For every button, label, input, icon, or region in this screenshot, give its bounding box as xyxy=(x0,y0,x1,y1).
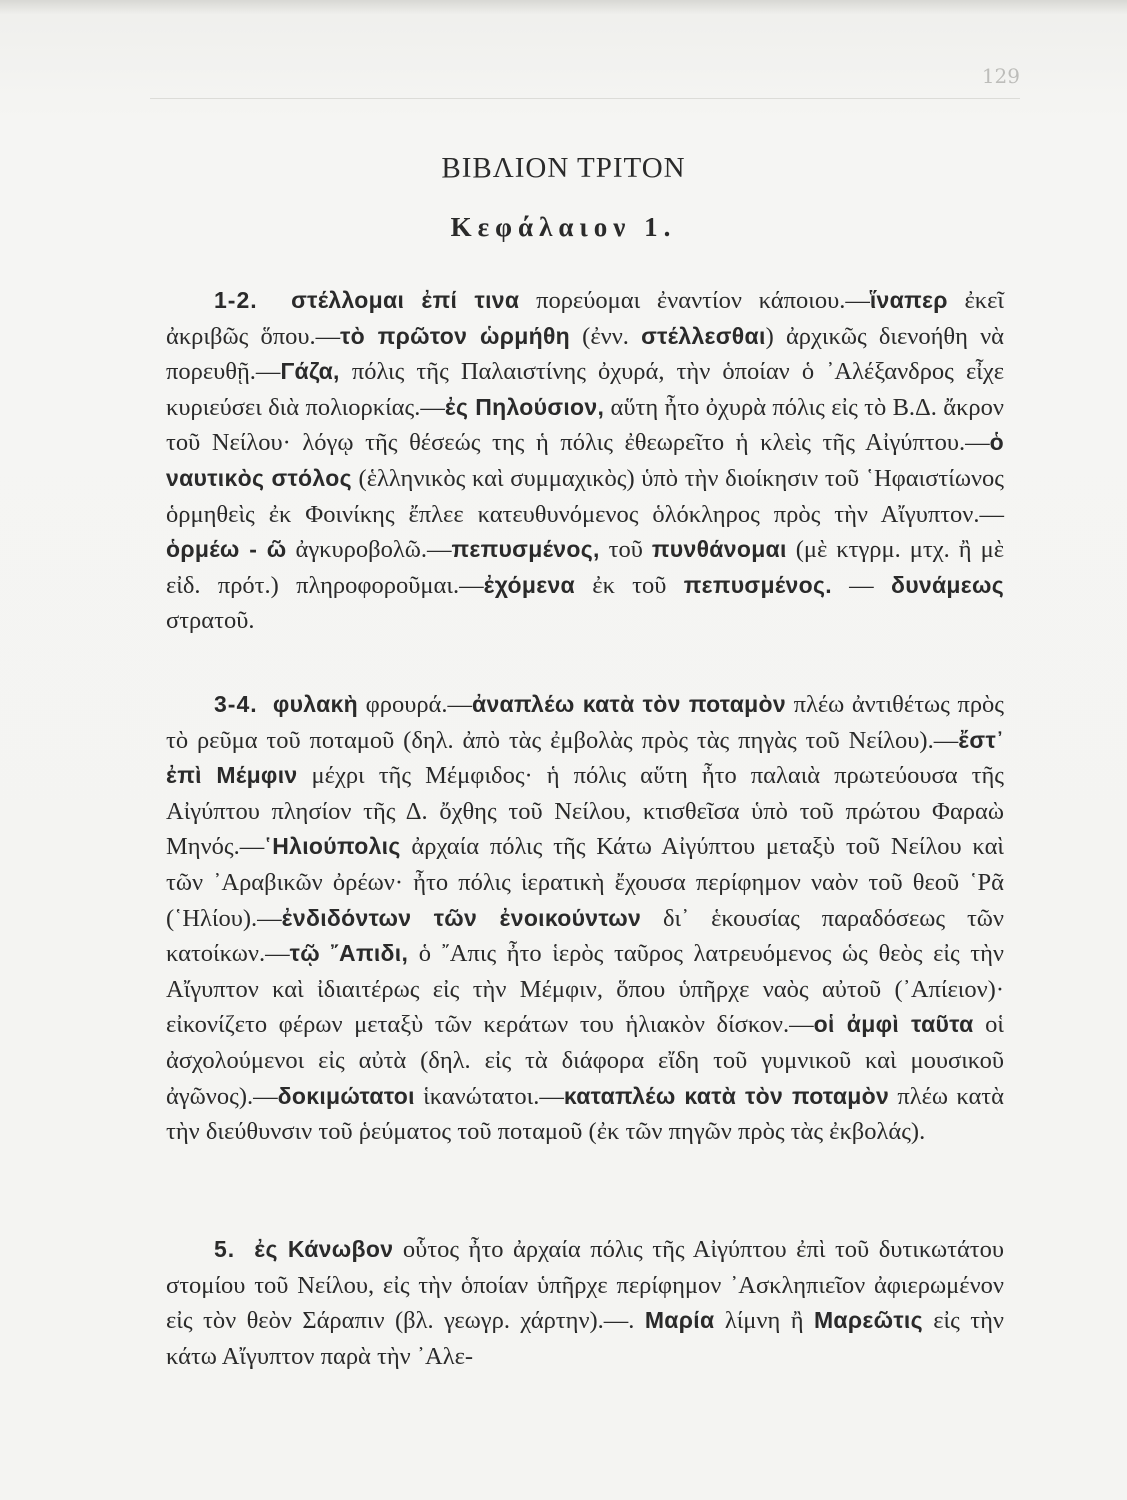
gloss-text: δι᾿ ἑκουσίας παραδόσεως τῶν κατοίκων.— xyxy=(166,904,1004,968)
gloss-text: στρατοῦ. xyxy=(166,607,255,635)
paragraph-segments xyxy=(166,287,1004,634)
gloss-text: ἀγκυροβολῶ.— xyxy=(286,536,452,564)
bold-term: ἐς Κάνωβον xyxy=(254,1236,394,1262)
bold-term: Μαρεῶτις xyxy=(813,1307,923,1334)
bold-term: Μαρία xyxy=(644,1307,715,1334)
bold-term: ἵναπερ xyxy=(869,287,948,313)
gloss-text: αὕτη ἦτο ὀχυρὰ πόλις εἰς τὸ Β.Δ. ἄκρον τοῦ Νείλου· λόγῳ τῆς θέσεώς της ἡ πόλις ἐθεωρεῖτο ἡ κλεὶς τῆς Αἰγύπτου.— xyxy=(166,393,1004,457)
running-head xyxy=(150,58,1020,99)
paragraph-segments xyxy=(166,691,1004,1145)
bold-term: ἐνδιδόντων τῶν ἐνοικούντων xyxy=(281,904,642,931)
gloss-text: ἱκανώτατοι.— xyxy=(414,1082,564,1110)
gloss-text: εἰς τὴν κάτω Αἴγυπτον παρὰ τὴν ᾿Αλε- xyxy=(166,1307,1004,1370)
scan-edge xyxy=(0,0,1127,14)
bold-term: ὁρμέω - ῶ xyxy=(166,536,287,563)
gloss-text: πόλις τῆς Παλαιστίνης ὀχυρά, τὴν ὁποίαν ὁ ᾿Αλέξανδρος εἶχε κυριεύσει διὰ πολιορκίας.— xyxy=(166,358,1004,421)
gloss-text: (μὲ κτγρμ. μτχ. ἢ μὲ εἰδ. πρότ.) πληροφοροῦμαι.— xyxy=(166,536,1004,599)
gloss-text: ὁ ῎Απις ἦτο ἱερὸς ταῦρος λατρευόμενος ὡς θεὸς εἰς τὴν Αἴγυπτον καὶ ἰδιαιτέρως εἰς τὴν Μέμφιν, ὅπου ὑπῆρχε ναὸς αὐτοῦ (᾿Απίειον)· εἰκονίζετο φέρων μεταξὺ τῶν κεράτων του ἡλιακὸν δίσκον.— xyxy=(166,940,1004,1039)
gloss-text: οἱ ἀσχολούμενοι εἰς αὐτὰ (δηλ. εἰς τὰ διάφορα εἴδη τοῦ γυμνικοῦ καὶ μουσικοῦ ἀγῶνος).— xyxy=(166,1011,1004,1110)
gloss-text: πλέω κατὰ τὴν διεύθυνσιν τοῦ ῥεύματος τοῦ ποταμοῦ (ἐκ τῶν πηγῶν πρὸς τὰς ἐκβολάς). xyxy=(166,1082,1004,1146)
gloss-text: φρουρά.— xyxy=(358,691,473,718)
paragraph-3-4 xyxy=(166,687,1004,1150)
bold-term: στέλλομαι ἐπί τινα xyxy=(291,287,520,313)
paragraph-1-2 xyxy=(166,283,1004,639)
section-number: 3-4. xyxy=(214,691,258,717)
gloss-text: — xyxy=(831,571,891,599)
bold-term: καταπλέω κατὰ τὸν ποταμὸν xyxy=(563,1082,890,1109)
bold-term: ῾Ηλιούπολις xyxy=(264,833,401,860)
bold-term: ἐς Πηλούσιον, xyxy=(444,393,605,420)
book-title: ΒΙΒΛΙΟΝ ΤΡΙΤΟΝ xyxy=(441,152,686,184)
bold-term: ἐχόμενα xyxy=(483,571,575,598)
page-number: 129 xyxy=(981,64,1020,88)
bold-term: τῷ ῎Απιδι, xyxy=(289,940,409,967)
gloss-text: πορεύομαι ἐναντίον κάποιου.— xyxy=(519,287,870,314)
bold-term: οἱ ἀμφὶ ταῦτα xyxy=(813,1011,974,1038)
gloss-text: τοῦ xyxy=(599,536,652,564)
bold-term: δοκιμώτατοι xyxy=(277,1082,415,1109)
bold-term: ἀναπλέω κατὰ τὸν ποταμὸν xyxy=(472,691,786,717)
bold-term: ὁ ναυτικὸς στόλος xyxy=(166,429,1004,491)
gloss-text: μέχρι τῆς Μέμφιδος· ἡ πόλις αὕτη ἦτο παλαιὰ πρωτεύουσα τῆς Αἰγύπτου πλησίον τῆς Δ. ὄχθης τοῦ Νείλου, κτισθεῖσα ὑπὸ τοῦ πρώτου Φαραὼ Μηνός.— xyxy=(166,762,1004,861)
paragraph-text xyxy=(166,687,1004,1150)
section-number: 1-2. xyxy=(214,287,258,313)
gloss-text: λίμνη ἢ xyxy=(714,1307,814,1335)
bold-term: στέλλεσθαι xyxy=(641,322,766,349)
gloss-text: οὗτος ἦτο ἀρχαία πόλις τῆς Αἰγύπτου ἐπὶ τοῦ δυτικωτάτου στομίου τοῦ Νείλου, εἰς τὴν ὁποίαν ὑπῆρχε περίφημον ᾿Ασκληπιεῖον ἀφιερωμένον εἰς τὸν θεὸν Σάραπιν (βλ. γεωγρ. χάρτην).—. xyxy=(166,1236,1005,1335)
bold-term: δυνάμεως xyxy=(890,571,1005,598)
gloss-text: (ἐνν. xyxy=(570,322,642,350)
bold-term: Γάζα, xyxy=(280,358,340,385)
gloss-text: ) ἀρχικῶς διενοήθη νὰ πορευθῇ.— xyxy=(166,322,1005,386)
bold-term: τὸ πρῶτον ὡρμήθη xyxy=(340,322,571,349)
paragraph-segments xyxy=(166,1236,1004,1370)
gloss-text: ἐκεῖ ἀκριβῶς ὅπου.— xyxy=(166,287,1004,350)
gloss-text: ἐκ τοῦ xyxy=(575,571,684,599)
gloss-text: ἀρχαία πόλις τῆς Κάτω Αἰγύπτου μεταξὺ τοῦ Νείλου καὶ τῶν ᾿Αραβικῶν ὀρέων· ἦτο πόλις ἱερατικὴ ἔχουσα περίφημον ναὸν τοῦ θεοῦ ῾Ρᾶ (῾Ηλίου).— xyxy=(166,833,1004,932)
bold-term: πυνθάνομαι xyxy=(651,536,787,563)
bold-term: πεπυσμένος, xyxy=(451,536,600,563)
paragraph-text xyxy=(166,283,1004,639)
section-number: 5. xyxy=(214,1236,236,1262)
bold-term: ἔστ᾿ ἐπὶ Μέμφιν xyxy=(166,726,1004,789)
paragraph-5 xyxy=(166,1232,1004,1374)
chapter-title: Κεφάλαιον 1. xyxy=(450,212,677,242)
gloss-text: πλέω ἀντιθέτως πρὸς τὸ ρεῦμα τοῦ ποταμοῦ (δηλ. ἀπὸ τὰς ἐμβολὰς πρὸς τὰς πηγὰς τοῦ Νείλου).— xyxy=(166,691,1005,754)
bold-term: φυλακὴ xyxy=(272,691,358,717)
gloss-text: (ἑλληνικὸς καὶ συμμαχικὸς) ὑπὸ τὴν διοίκησιν τοῦ ῾Ηφαιστίωνος ὁρμηθεὶς ἐκ Φοινίκης ἔπλεε κατευθυνόμενος ὁλόκληρος πρὸς τὴν Αἴγυπτον.— xyxy=(166,464,1005,528)
bold-term: πεπυσμένος. xyxy=(683,571,832,598)
paragraph-text xyxy=(166,1232,1004,1374)
